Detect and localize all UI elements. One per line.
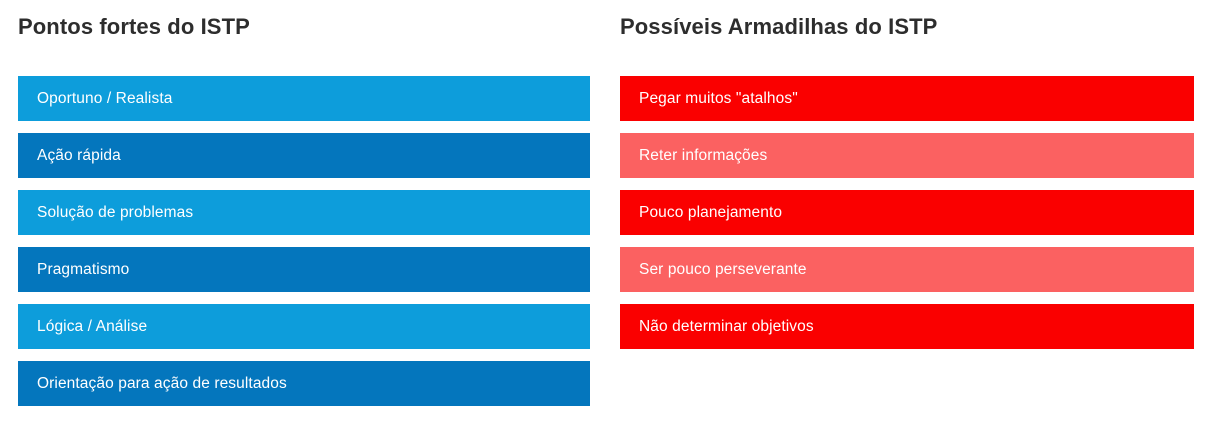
pitfall-bar-3 <box>620 190 1194 235</box>
strength-bar-3-label: Solução de problemas <box>37 203 194 221</box>
strength-bar-3 <box>18 190 590 235</box>
pitfall-bar-1-label: Pegar muitos "atalhos" <box>639 89 798 107</box>
strength-bar-6 <box>18 361 590 406</box>
strength-bar-5-label: Lógica / Análise <box>37 317 148 335</box>
pitfall-bar-1 <box>620 76 1194 121</box>
strength-bar-4 <box>18 247 590 292</box>
strength-bar-1 <box>18 76 590 121</box>
strengths-column <box>0 14 620 406</box>
pitfall-bar-2-label: Reter informações <box>639 146 768 164</box>
pitfalls-column <box>620 14 1214 406</box>
strengths-title: Pontos fortes do ISTP <box>18 14 250 39</box>
pitfall-bar-5 <box>620 304 1194 349</box>
strengths-bar-list <box>18 76 590 406</box>
pitfall-bar-3-label: Pouco planejamento <box>639 203 783 221</box>
strength-bar-2 <box>18 133 590 178</box>
pitfalls-bar-list <box>620 76 1196 349</box>
strength-bar-1-label: Oportuno / Realista <box>37 89 173 107</box>
pitfall-bar-4 <box>620 247 1194 292</box>
pitfall-bar-4-label: Ser pouco perseverante <box>639 260 807 278</box>
pitfall-bar-5-label: Não determinar objetivos <box>639 317 814 335</box>
pitfalls-title: Possíveis Armadilhas do ISTP <box>620 14 938 39</box>
strength-bar-2-label: Ação rápida <box>37 146 121 164</box>
pitfall-bar-2 <box>620 133 1194 178</box>
strength-bar-4-label: Pragmatismo <box>37 260 130 278</box>
strength-bar-6-label: Orientação para ação de resultados <box>37 374 287 392</box>
strength-bar-5 <box>18 304 590 349</box>
